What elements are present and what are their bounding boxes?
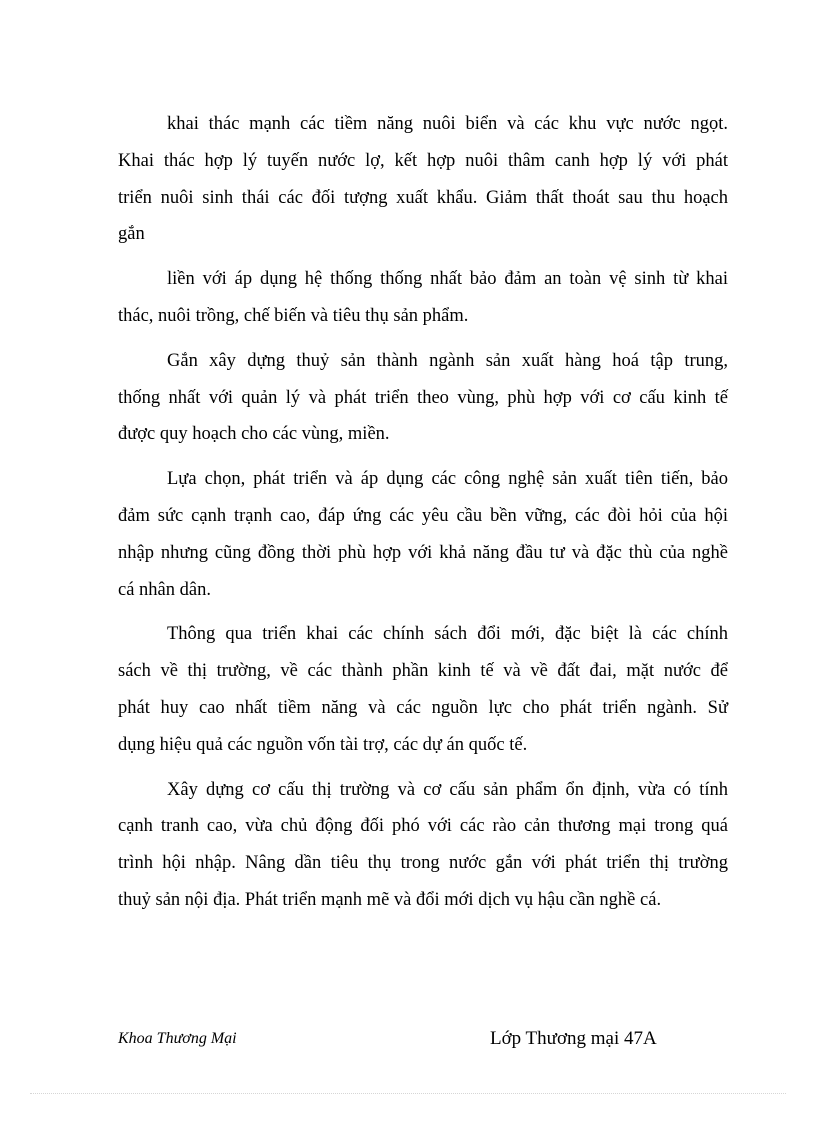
body-text — [118, 106, 728, 919]
text-line: liền với áp dụng hệ thống thống nhất bảo đảm an toàn vệ sinh từ khai — [167, 269, 728, 290]
text-line: cá nhân dân. — [118, 579, 211, 600]
paragraph-2 — [118, 261, 728, 335]
paragraph-4 — [118, 461, 728, 608]
text-line: trình hội nhập. Nâng dần tiêu thụ trong nước gắn với phát triển thị trường — [118, 853, 728, 874]
text-line: Thông qua triển khai các chính sách đổi mới, đặc biệt là các chính — [167, 624, 728, 645]
text-line: thuỷ sản nội địa. Phát triển mạnh mẽ và đổi mới dịch vụ hậu cần nghề cá. — [118, 889, 662, 910]
text-line: đảm sức cạnh trạnh cao, đáp ứng các yêu cầu bền vững, các đòi hỏi của hội — [118, 505, 728, 526]
paragraph-3 — [118, 343, 728, 453]
text-line: được quy hoạch cho các vùng, miền. — [118, 424, 390, 445]
paragraph-1 — [118, 106, 728, 253]
text-line: triển nuôi sinh thái các đối tượng xuất khẩu. Giảm thất thoát sau thu hoạch — [118, 187, 728, 208]
text-line: cạnh tranh cao, vừa chủ động đối phó với các rào cản thương mại trong quá — [118, 816, 728, 837]
paragraph-5 — [118, 616, 728, 763]
footer-faculty: Khoa Thương Mại — [118, 1030, 237, 1047]
paragraph-6 — [118, 772, 728, 919]
text-line: Lựa chọn, phát triển và áp dụng các công nghệ sản xuất tiên tiến, bảo — [167, 469, 728, 490]
text-line: thác, nuôi trồng, chế biến và tiêu thụ sản phẩm. — [118, 305, 469, 326]
text-line: phát huy cao nhất tiềm năng và các nguồn lực cho phát triển ngành. Sử — [118, 697, 728, 718]
text-line: nhập nhưng cũng đồng thời phù hợp với khả năng đầu tư và đặc thù của nghề — [118, 542, 728, 563]
text-line: gắn — [118, 224, 145, 245]
footer-class: Lớp Thương mại 47A — [490, 1028, 657, 1049]
page-bottom-divider — [30, 1093, 786, 1094]
text-line: thống nhất với quản lý và phát triển theo vùng, phù hợp với cơ cấu kinh tế — [118, 387, 728, 408]
text-line: khai thác mạnh các tiềm năng nuôi biển và các khu vực nước ngọt. — [167, 114, 728, 134]
text-line: dụng hiệu quả các nguồn vốn tài trợ, các dự án quốc tế. — [118, 734, 528, 755]
text-line: sách về thị trường, về các thành phần kinh tế và về đất đai, mặt nước để — [118, 661, 728, 682]
text-line: Khai thác hợp lý tuyến nước lợ, kết hợp nuôi thâm canh hợp lý với phát — [118, 150, 728, 171]
text-line: Xây dựng cơ cấu thị trường và cơ cấu sản phẩm ổn định, vừa có tính — [167, 779, 728, 800]
text-line: Gắn xây dựng thuỷ sản thành ngành sản xuất hàng hoá tập trung, — [167, 350, 728, 371]
